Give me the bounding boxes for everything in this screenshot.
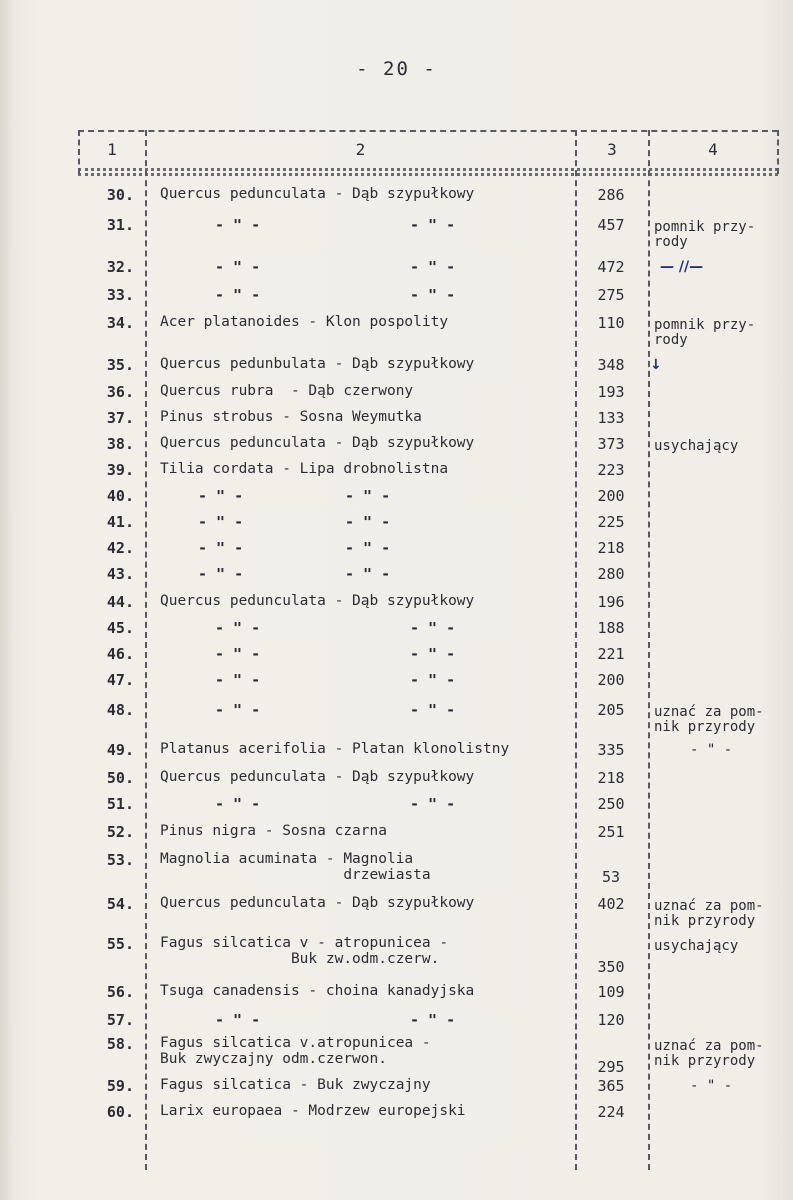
ditto-mark-latin: - " - <box>215 216 261 234</box>
circumference-value: 472 <box>597 258 625 276</box>
row-number: 59. <box>106 1077 134 1095</box>
circumference-value: 348 <box>597 356 625 374</box>
row-number: 40. <box>106 487 134 505</box>
circumference-value: 110 <box>597 314 625 332</box>
circumference-value: 196 <box>597 593 625 611</box>
header-col-2: 2 <box>355 140 366 159</box>
circumference-value: 280 <box>597 565 625 583</box>
ditto-mark-latin: - " - <box>215 619 261 637</box>
circumference-value: 250 <box>597 795 625 813</box>
row-number: 35. <box>106 356 134 374</box>
ditto-mark-polish: - " - <box>410 216 456 234</box>
remark: pomnik przy- rody <box>654 219 756 250</box>
circumference-value: 350 <box>597 958 625 976</box>
ditto-mark-latin: - " - <box>215 645 261 663</box>
row-number: 54. <box>106 895 134 913</box>
remark: uznać za pom- nik przyrody <box>654 704 764 735</box>
row-number: 39. <box>106 461 134 479</box>
ditto-mark-polish: - " - <box>410 795 456 813</box>
circumference-value: 225 <box>597 513 625 531</box>
page-number: - 20 - <box>356 58 437 80</box>
ditto-mark-polish: - " - <box>410 286 456 304</box>
species-name: Tsuga canadensis - choina kanadyjska <box>160 983 475 999</box>
ditto-mark-polish: - " - <box>345 513 391 531</box>
species-name: Pinus strobus - Sosna Weymutka <box>160 409 422 425</box>
circumference-value: 200 <box>597 671 625 689</box>
ditto-mark-polish: - " - <box>410 645 456 663</box>
header-divider <box>78 168 778 171</box>
ditto-mark-latin: - " - <box>215 258 261 276</box>
circumference-value: 120 <box>597 1011 625 1029</box>
row-number: 37. <box>106 409 134 427</box>
ditto-mark-polish: - " - <box>345 565 391 583</box>
row-number: 41. <box>106 513 134 531</box>
circumference-value: 188 <box>597 619 625 637</box>
species-name: Acer platanoides - Klon pospolity <box>160 314 449 330</box>
row-number: 52. <box>106 823 134 841</box>
circumference-value: 193 <box>597 383 625 401</box>
ditto-mark-latin: - " - <box>215 795 261 813</box>
species-name: Fagus silcatica v - atropunicea - Buk zw.odm.czerw. <box>160 935 449 967</box>
species-name: Quercus pedunculata - Dąb szypułkowy <box>160 593 475 609</box>
ditto-mark-polish: - " - <box>410 1011 456 1029</box>
circumference-value: 224 <box>597 1103 625 1121</box>
species-name: Platanus acerifolia - Platan klonolistny <box>160 741 510 757</box>
ditto-mark-polish: - " - <box>410 258 456 276</box>
circumference-value: 365 <box>597 1077 625 1095</box>
header-col-4: 4 <box>708 140 718 159</box>
species-name: Quercus pedunculata - Dąb szypułkowy <box>160 435 475 451</box>
row-number: 47. <box>106 671 134 689</box>
species-name: Quercus pedunculata - Dąb szypułkowy <box>160 895 475 911</box>
column-line-1 <box>145 130 147 1170</box>
row-number: 60. <box>106 1103 134 1121</box>
row-number: 57. <box>106 1011 134 1029</box>
remark: usychający <box>654 938 739 954</box>
column-line-right <box>777 130 779 174</box>
remark: - " - <box>690 1078 733 1094</box>
row-number: 46. <box>106 645 134 663</box>
circumference-value: 295 <box>597 1058 625 1076</box>
ditto-mark-latin: - " - <box>215 671 261 689</box>
remark: uznać za pom- nik przyrody <box>654 1038 764 1069</box>
header-divider-2 <box>78 173 778 176</box>
row-number: 55. <box>106 935 134 953</box>
remark: pomnik przy- rody <box>654 317 756 348</box>
circumference-value: 373 <box>597 435 625 453</box>
header-col-3: 3 <box>607 140 617 159</box>
species-name: Magnolia acuminata - Magnolia drzewiasta <box>160 851 431 883</box>
ditto-mark-polish: - " - <box>410 701 456 719</box>
ditto-mark-latin: - " - <box>215 1011 261 1029</box>
header-col-1: 1 <box>107 140 117 159</box>
species-name: Fagus silcatica - Buk zwyczajny <box>160 1077 431 1093</box>
ditto-mark-polish: - " - <box>345 487 391 505</box>
circumference-value: 218 <box>597 769 625 787</box>
species-name: Quercus pedunculata - Dąb szypułkowy <box>160 769 475 785</box>
circumference-value: 218 <box>597 539 625 557</box>
species-name: Pinus nigra - Sosna czarna <box>160 823 387 839</box>
row-number: 36. <box>106 383 134 401</box>
column-line-3 <box>648 130 650 1170</box>
row-number: 38. <box>106 435 134 453</box>
row-number: 30. <box>106 186 134 204</box>
row-number: 53. <box>106 851 134 869</box>
ditto-mark-latin: - " - <box>198 513 244 531</box>
species-name: Larix europaea - Modrzew europejski <box>160 1103 466 1119</box>
row-number: 45. <box>106 619 134 637</box>
row-number: 31. <box>106 216 134 234</box>
row-number: 32. <box>106 258 134 276</box>
ditto-mark-polish: - " - <box>410 671 456 689</box>
circumference-value: 286 <box>597 186 625 204</box>
row-number: 58. <box>106 1035 134 1053</box>
ditto-mark-polish: - " - <box>410 619 456 637</box>
circumference-value: 275 <box>597 286 625 304</box>
row-number: 43. <box>106 565 134 583</box>
row-number: 49. <box>106 741 134 759</box>
table-top-border <box>78 130 778 132</box>
ditto-mark-latin: - " - <box>215 286 261 304</box>
species-name: Tilia cordata - Lipa drobnolistna <box>160 461 449 477</box>
remark: - " - <box>690 742 733 758</box>
ditto-mark-polish: - " - <box>345 539 391 557</box>
row-number: 50. <box>106 769 134 787</box>
row-number: 56. <box>106 983 134 1001</box>
circumference-value: 335 <box>597 741 625 759</box>
row-number: 42. <box>106 539 134 557</box>
row-number: 33. <box>106 286 134 304</box>
species-name: Quercus pedunculata - Dąb szypułkowy <box>160 186 475 202</box>
circumference-value: 223 <box>597 461 625 479</box>
row-number: 51. <box>106 795 134 813</box>
handwritten-remark: — //— <box>660 259 704 275</box>
circumference-value: 457 <box>597 216 625 234</box>
row-number: 34. <box>106 314 134 332</box>
handwritten-remark: ↓ <box>650 357 662 373</box>
circumference-value: 200 <box>597 487 625 505</box>
ditto-mark-latin: - " - <box>198 487 244 505</box>
ditto-mark-latin: - " - <box>215 701 261 719</box>
species-name: Quercus rubra - Dąb czerwony <box>160 383 414 399</box>
circumference-value: 53 <box>601 868 621 886</box>
ditto-mark-latin: - " - <box>198 539 244 557</box>
row-number: 44. <box>106 593 134 611</box>
ditto-mark-latin: - " - <box>198 565 244 583</box>
species-name: Fagus silcatica v.atropunicea - Buk zwyczajny odm.czerwon. <box>160 1035 431 1067</box>
circumference-value: 221 <box>597 645 625 663</box>
row-number: 48. <box>106 701 134 719</box>
circumference-value: 402 <box>597 895 625 913</box>
species-name: Quercus pedunbulata - Dąb szypułkowy <box>160 356 475 372</box>
remark: usychający <box>654 438 739 454</box>
remark: uznać za pom- nik przyrody <box>654 898 764 929</box>
circumference-value: 205 <box>597 701 625 719</box>
circumference-value: 109 <box>597 983 625 1001</box>
circumference-value: 133 <box>597 409 625 427</box>
circumference-value: 251 <box>597 823 625 841</box>
